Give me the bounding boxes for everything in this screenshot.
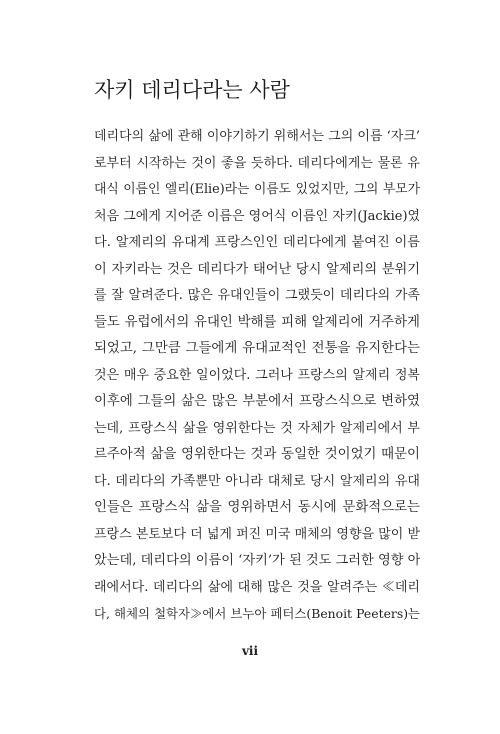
text-line: 다. 알제리의 유대계 프랑스인인 데리다에게 붙여진 이름 [94,235,420,250]
text-line: 대식 이름인 엘리(Elie)라는 이름도 있었지만, 그의 부모가 [94,182,420,197]
text-line: 되었고, 그만큼 그들에게 유대교적인 전통을 유지한다는 [94,341,420,356]
text-line: 것은 매우 중요한 일이었다. 그러나 프랑스의 알제리 정복 [94,367,420,383]
page-number: vii [241,644,259,658]
text-line: 다. 데리다의 가족뿐만 아니라 대체로 당시 알제리의 유대 [94,473,420,489]
text-line: 프랑스 본토보다 더 넓게 퍼진 미국 매체의 영향을 많이 받 [94,526,420,542]
text-line: 들도 유럽에서의 유대인 박해를 피해 알제리에 거주하게 [94,314,420,330]
text-line: 았는데, 데리다의 이름이 ‘자키’가 된 것도 그러한 영향 아 [94,553,420,568]
text-line: 래에서다. 데리다의 삶에 대해 많은 것을 알려주는 ≪데리 [94,579,420,595]
text-line: 로부터 시작하는 것이 좋을 듯하다. 데리다에게는 물론 유 [94,155,420,171]
text-line: 르주아적 삶을 영위한다는 것과 동일한 것이었기 때문이 [94,447,420,462]
section-title: 자키 데리다라는 사람 [94,78,290,102]
text-line: 를 잘 알려준다. 많은 유대인들이 그랬듯이 데리다의 가족 [94,288,420,303]
text-line: 데리다의 삶에 관해 이야기하기 위해서는 그의 이름 ‘자크’ [94,129,420,144]
text-line: 는데, 프랑스식 삶을 영위한다는 것 자체가 알제리에서 부 [94,420,420,436]
text-line: 인들은 프랑스식 삶을 영위하면서 동시에 문화적으로는 [94,500,420,515]
text-line: 다, 해체의 철학자≫에서 브누아 페터스(Benoit Peeters)는 [94,606,420,621]
text-line: 이 자키라는 것은 데리다가 태어난 당시 알제리의 분위기 [94,261,420,277]
body-paragraph [94,124,420,628]
text-line: 이후에 그들의 삶은 많은 부분에서 프랑스식으로 변하였 [94,394,420,409]
text-line: 처음 그에게 지어준 이름은 영어식 이름인 자키(Jackie)였 [94,208,420,224]
